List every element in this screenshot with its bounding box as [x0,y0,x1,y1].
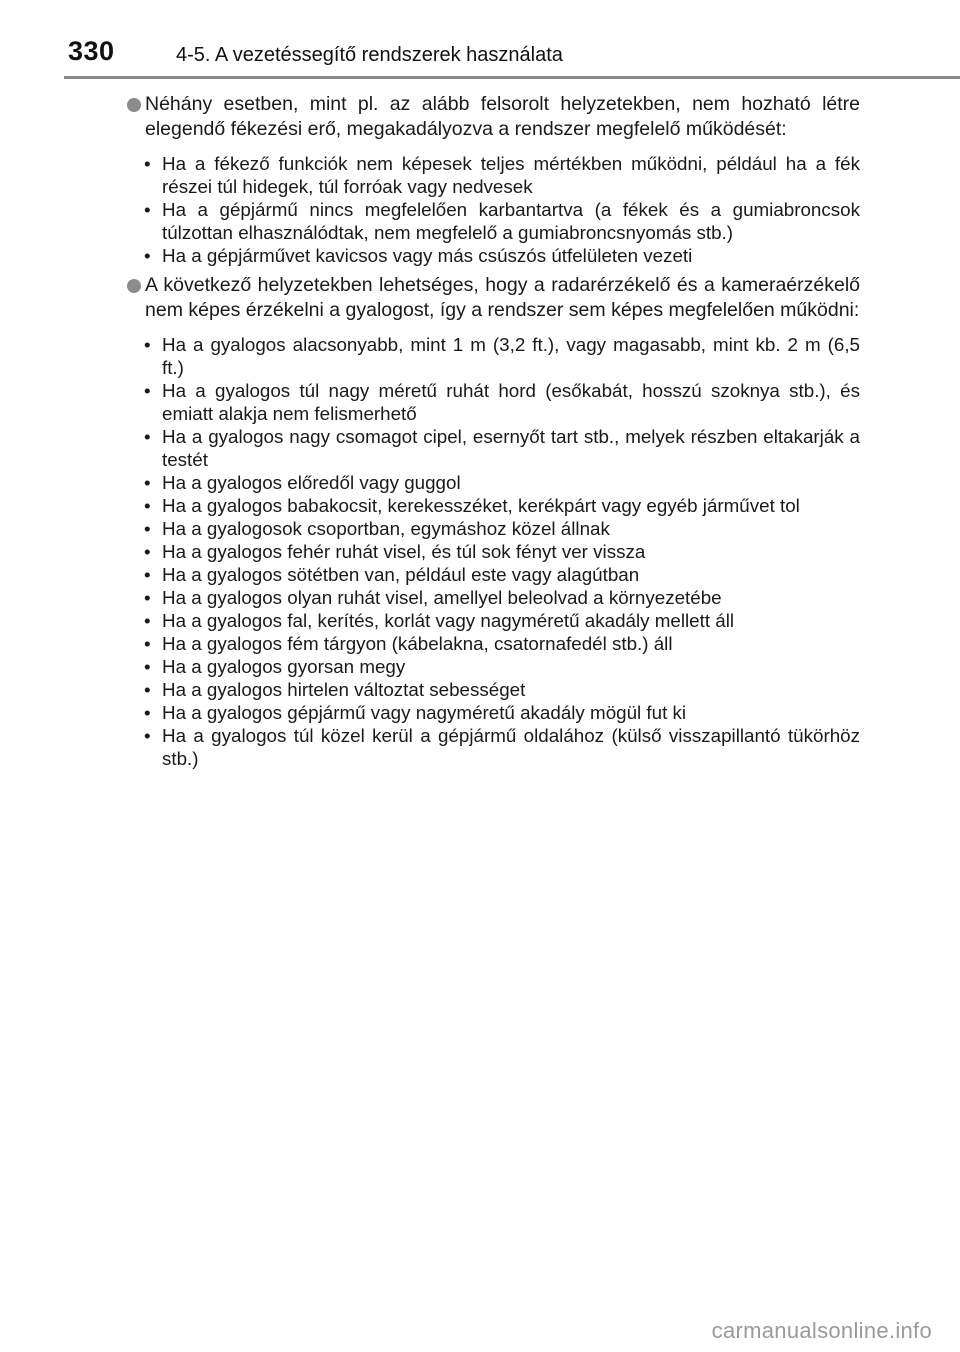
paragraph-text: A következő helyzetekben lehetséges, hogy a radarérzékelő és a kameraérzékelő nem képes érzékelni a gyalogost, így a rendszer sem képes megfelelően működni: [145,274,860,321]
list-item: • Ha a gyalogos hirtelen változtat sebességet [144,679,526,700]
bullet-mark: • [144,679,151,700]
paragraph-pedestrian-detection [124,273,860,323]
list-item: • Ha a gyalogos olyan ruhát visel, amellyel beleolvad a környezetébe [144,587,722,608]
bullet-mark: • [144,610,151,631]
list-item: • Ha a gyalogosok csoportban, egymáshoz közel állnak [144,518,610,539]
paragraph-text: Néhány esetben, mint pl. az alább felsorolt helyzetekben, nem hozható létre elegendő fékezési erő, megakadályozva a rendszer megfelelő működését: [145,93,860,140]
paragraph-braking-limits [124,92,860,142]
bullet-mark: • [144,245,151,266]
bullet-mark: • [144,633,151,654]
list-item: • Ha a gépjárművet kavicsos vagy más csúszós útfelületen vezeti [144,245,693,266]
page-number: 330 [68,36,115,66]
bullet-mark: • [144,656,151,677]
bullet-mark: • [144,702,151,723]
list-item: • Ha a gyalogos nagy csomagot cipel, esernyőt tart stb., melyek részben eltakarják a testét [144,426,860,470]
list-item: • Ha a gyalogos alacsonyabb, mint 1 m (3,2 ft.), vagy magasabb, mint kb. 2 m (6,5 ft.) [144,334,860,378]
bullet-mark: • [144,564,151,585]
bullet-mark: • [144,153,151,174]
header-rule [64,76,960,79]
list-item: • Ha a gyalogos gyorsan megy [144,656,406,677]
list-item: • Ha a gyalogos gépjármű vagy nagyméretű akadály mögül fut ki [144,702,687,723]
bullet-mark: • [144,495,151,516]
pedestrian-conditions-list [124,333,860,770]
round-bullet-icon [127,98,141,112]
bullet-mark: • [144,518,151,539]
bullet-mark: • [144,587,151,608]
bullet-mark: • [144,199,151,220]
round-bullet-icon [127,279,141,293]
section-title: 4-5. A vezetéssegítő rendszerek használata [176,44,563,66]
list-item: • Ha a gyalogos túl közel kerül a gépjármű oldalához (külső visszapillantó tükörhöz stb.) [144,725,860,769]
bullet-mark: • [144,380,151,401]
list-item: • Ha a gyalogos előredől vagy guggol [144,472,461,493]
bullet-mark: • [144,541,151,562]
page-header [0,0,960,80]
list-item: • Ha a gyalogos túl nagy méretű ruhát hord (esőkabát, hosszú szoknya stb.), és emiatt alakja nem felismerhető [144,380,860,424]
bullet-mark: • [144,334,151,355]
braking-conditions-list [124,152,860,267]
bullet-mark: • [144,472,151,493]
list-item: • Ha a gyalogos babakocsit, kerekesszéket, kerékpárt vagy egyéb járművet tol [144,495,800,516]
bullet-mark: • [144,725,151,746]
page-content [124,92,860,774]
list-item: • Ha a gépjármű nincs megfelelően karbantartva (a fékek és a gumiabroncsok túlzottan elhasználódtak, nem megfelelő a gumiabroncsnyomás stb.) [144,199,860,243]
list-item: • Ha a gyalogos fehér ruhát visel, és túl sok fényt ver vissza [144,541,646,562]
list-item: • Ha a gyalogos fal, kerítés, korlát vagy nagyméretű akadály mellett áll [144,610,735,631]
site-watermark: carmanualsonline.info [711,1318,932,1343]
list-item: • Ha a gyalogos fém tárgyon (kábelakna, csatornafedél stb.) áll [144,633,673,654]
bullet-mark: • [144,426,151,447]
list-item: • Ha a gyalogos sötétben van, például este vagy alagútban [144,564,640,585]
list-item: • Ha a fékező funkciók nem képesek teljes mértékben működni, például ha a fék részei túl hidegek, túl forróak vagy nedvesek [144,153,860,197]
